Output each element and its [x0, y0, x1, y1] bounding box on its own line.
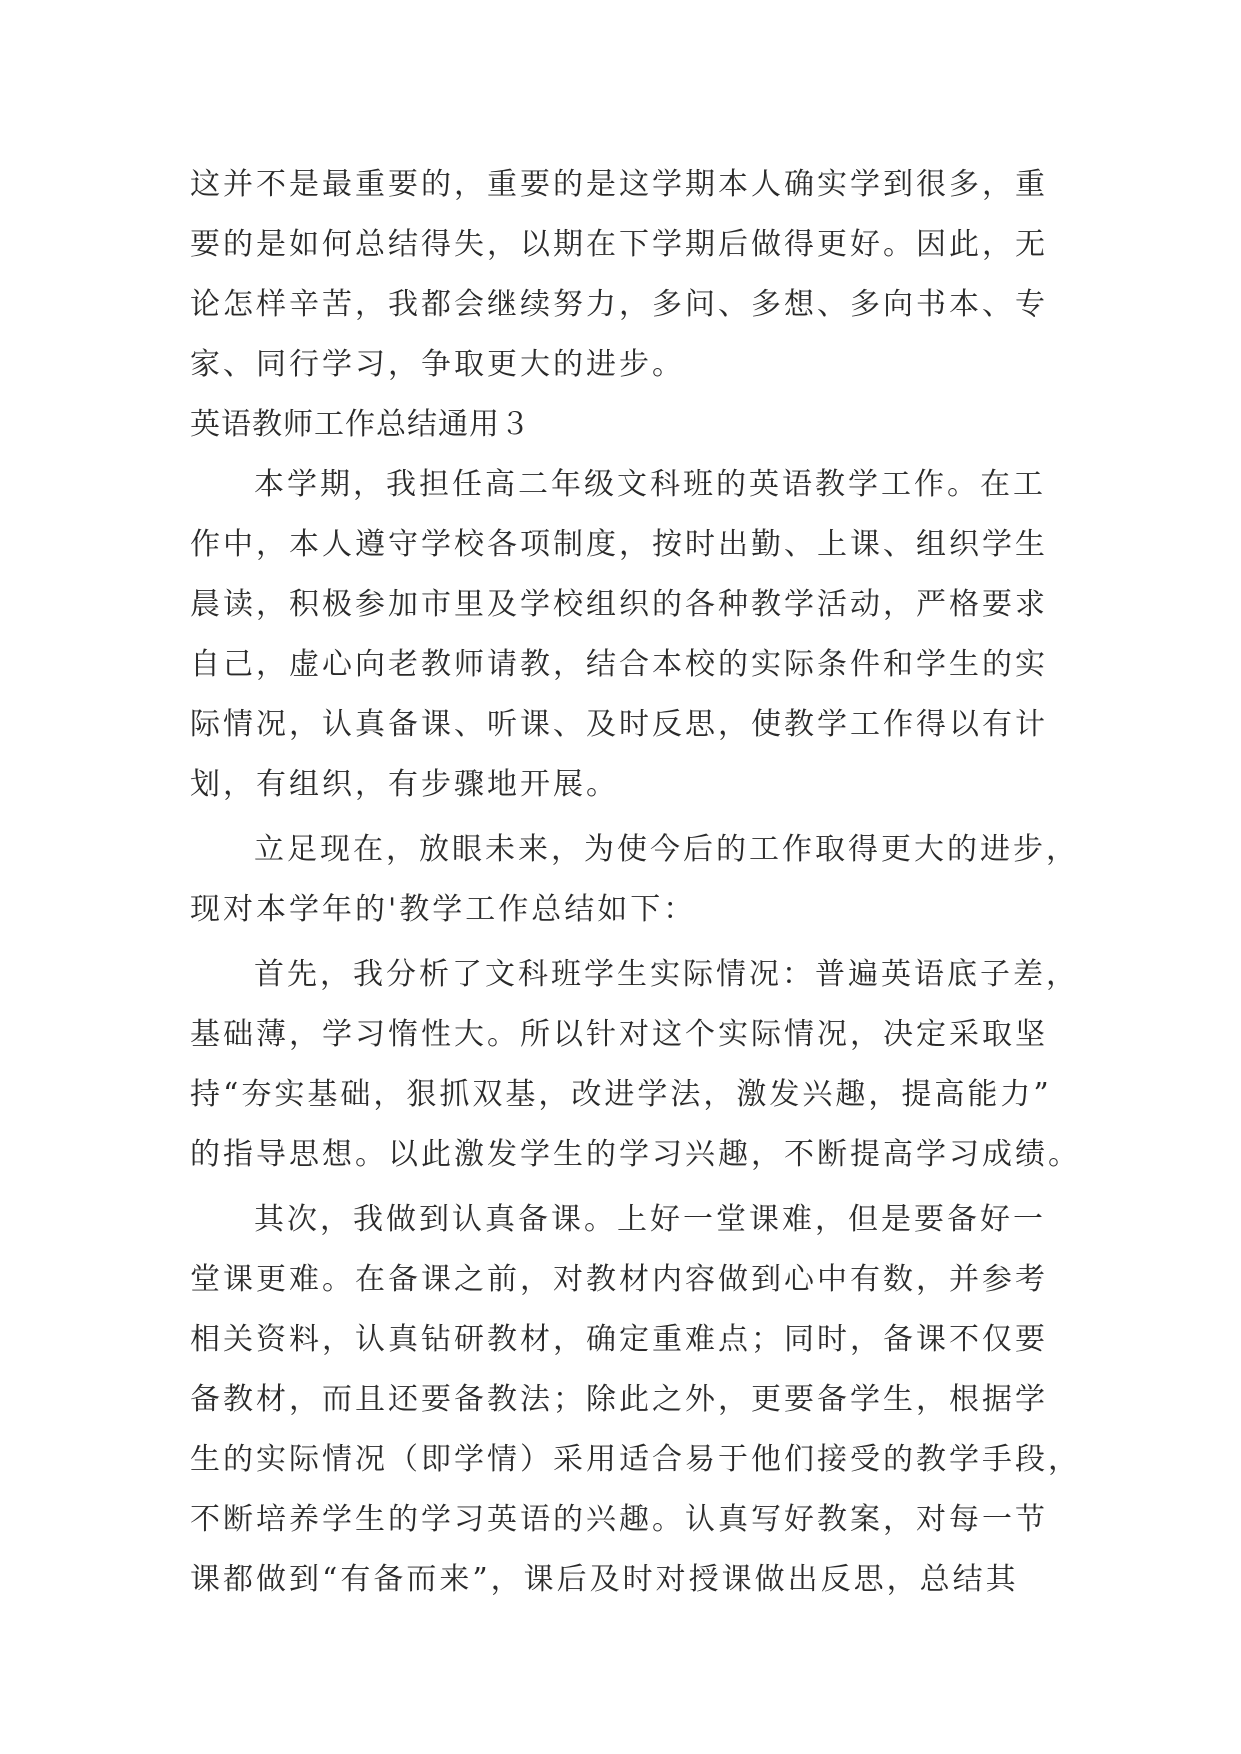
text-line: 首先，我分析了文科班学生实际情况：普遍英语底子差，: [254, 957, 1079, 992]
paragraph-3: [190, 945, 1081, 1185]
text-line: 家、同行学习，争取更大的进步。: [190, 347, 685, 382]
text-line: 这并不是最重要的，重要的是这学期本人确实学到很多，重: [190, 167, 1048, 202]
text-line: 现对本学年的'教学工作总结如下：: [190, 892, 697, 927]
text-line: 基础薄，学习惰性大。所以针对这个实际情况，决定采取坚: [190, 1017, 1048, 1052]
text-line: 备教材，而且还要备教法；除此之外，更要备学生，根据学: [190, 1382, 1048, 1417]
text-line: 持“夯实基础，狠抓双基，改进学法，激发兴趣，提高能力”: [190, 1077, 1052, 1112]
text-line: 相关资料，认真钻研教材，确定重难点；同时，备课不仅要: [190, 1322, 1048, 1357]
text-line: 划，有组织，有步骤地开展。: [190, 767, 619, 802]
paragraph-1: [190, 455, 1060, 815]
text-line: 自己，虚心向老教师请教，结合本校的实际条件和学生的实: [190, 647, 1048, 682]
text-line: 不断培养学生的学习英语的兴趣。认真写好教案，对每一节: [190, 1502, 1048, 1537]
text-line: 作中，本人遵守学校各项制度，按时出勤、上课、组织学生: [190, 527, 1048, 562]
intro-paragraph: [190, 155, 1060, 395]
text-line: 堂课更难。在备课之前，对教材内容做到心中有数，并参考: [190, 1262, 1048, 1297]
section-title: 英语教师工作总结通用３: [190, 407, 531, 442]
text-line: 课都做到“有备而来”，课后及时对授课做出反思，总结其: [190, 1562, 1019, 1597]
paragraph-2: [190, 820, 1079, 940]
text-line: 晨读，积极参加市里及学校组织的各种教学活动，严格要求: [190, 587, 1048, 622]
text-line: 际情况，认真备课、听课、及时反思，使教学工作得以有计: [190, 707, 1048, 742]
text-line: 的指导思想。以此激发学生的学习兴趣，不断提高学习成绩。: [190, 1137, 1081, 1172]
document-body: [190, 155, 1081, 1610]
text-line: 论怎样辛苦，我都会继续努力，多问、多想、多向书本、专: [190, 287, 1048, 322]
text-line: 本学期，我担任高二年级文科班的英语教学工作。在工: [254, 467, 1046, 502]
text-line: 其次，我做到认真备课。上好一堂课难，但是要备好一: [254, 1202, 1046, 1237]
paragraph-4: [190, 1190, 1081, 1610]
text-line: 要的是如何总结得失，以期在下学期后做得更好。因此，无: [190, 227, 1048, 262]
text-line: 立足现在，放眼未来，为使今后的工作取得更大的进步，: [254, 832, 1079, 867]
text-line: 生的实际情况（即学情）采用适合易于他们接受的教学手段，: [190, 1442, 1081, 1477]
